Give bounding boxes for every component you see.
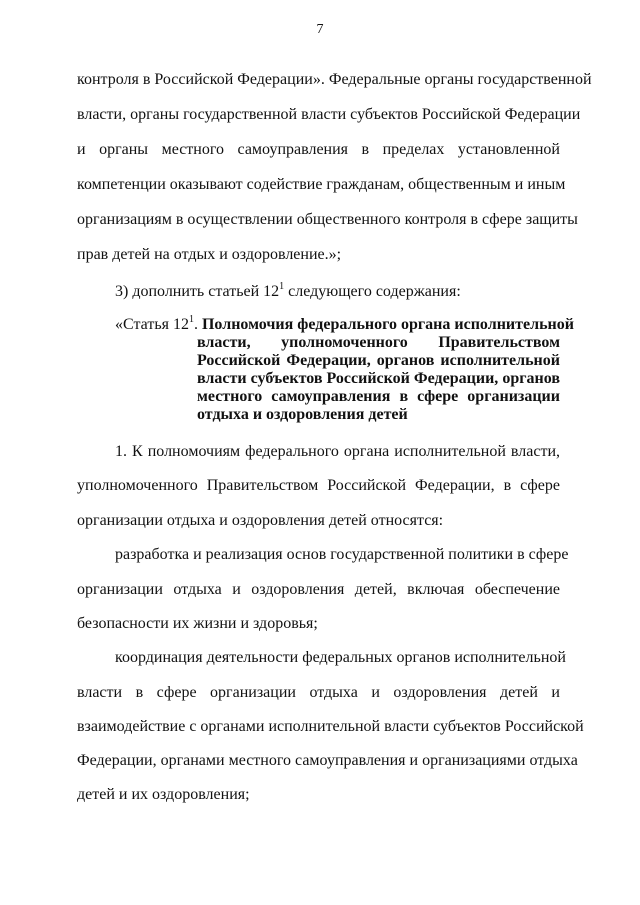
item-3-line <box>115 282 560 302</box>
paragraph-line: взаимодействие с органами исполнительной власти субъектов Российской <box>77 718 584 735</box>
article-title-line: отдыха и оздоровления детей <box>197 406 408 423</box>
superscript: 1 <box>279 280 285 292</box>
page-number: 7 <box>316 22 324 37</box>
paragraph-line: и органы местного самоуправления в пределах установленной <box>77 141 560 158</box>
paragraph-line: уполномоченного Правительством Российской Федерации, в сфере <box>77 477 560 494</box>
article-title-line: Российской Федерации, органов исполнительной <box>197 352 560 369</box>
item-3-text: 3) дополнить статьей 12 <box>115 283 280 300</box>
paragraph-line: организации отдыха и оздоровления детей относятся: <box>77 512 444 529</box>
paragraph-line: компетенции оказывают содействие гражданам, общественным и иным <box>77 176 566 193</box>
article-title-line: местного самоуправления в сфере организации <box>197 388 560 405</box>
paragraph-line: контроля в Российской Федерации». Федеральные органы государственной <box>77 71 592 88</box>
item-3-text-end: следующего содержания: <box>284 283 461 300</box>
paragraph-line: организациям в осуществлении общественного контроля в сфере защиты <box>77 211 578 228</box>
paragraph-line: разработка и реализация основ государственной политики в сфере <box>115 546 569 563</box>
paragraph-line: власти в сфере организации отдыха и оздоровления детей и <box>77 684 560 701</box>
paragraph-line: прав детей на отдых и оздоровление.»; <box>77 246 342 263</box>
paragraph-line: власти, органы государственной власти субъектов Российской Федерации <box>77 106 581 123</box>
paragraph-line: Федерации, органами местного самоуправления и организациями отдыха <box>77 752 578 769</box>
article-title-line: власти, уполномоченного Правительством <box>197 334 560 351</box>
paragraph-line: 1. К полномочиям федерального органа исполнительной власти, <box>115 443 560 460</box>
paragraph-line: организации отдыха и оздоровления детей, включая обеспечение <box>77 581 560 598</box>
paragraph-line: детей и их оздоровления; <box>77 786 250 803</box>
article-number: «Статья $12^1$. <box>115 313 198 333</box>
article-heading-first-line <box>115 313 574 333</box>
paragraph-line: безопасности их жизни и здоровья; <box>77 615 318 632</box>
article-title-line: власти субъектов Российской Федерации, органов <box>197 370 560 387</box>
article-title-line: Полномочия федерального органа исполнительной <box>201 316 574 333</box>
paragraph-line: координация деятельности федеральных органов исполнительной <box>115 649 566 666</box>
